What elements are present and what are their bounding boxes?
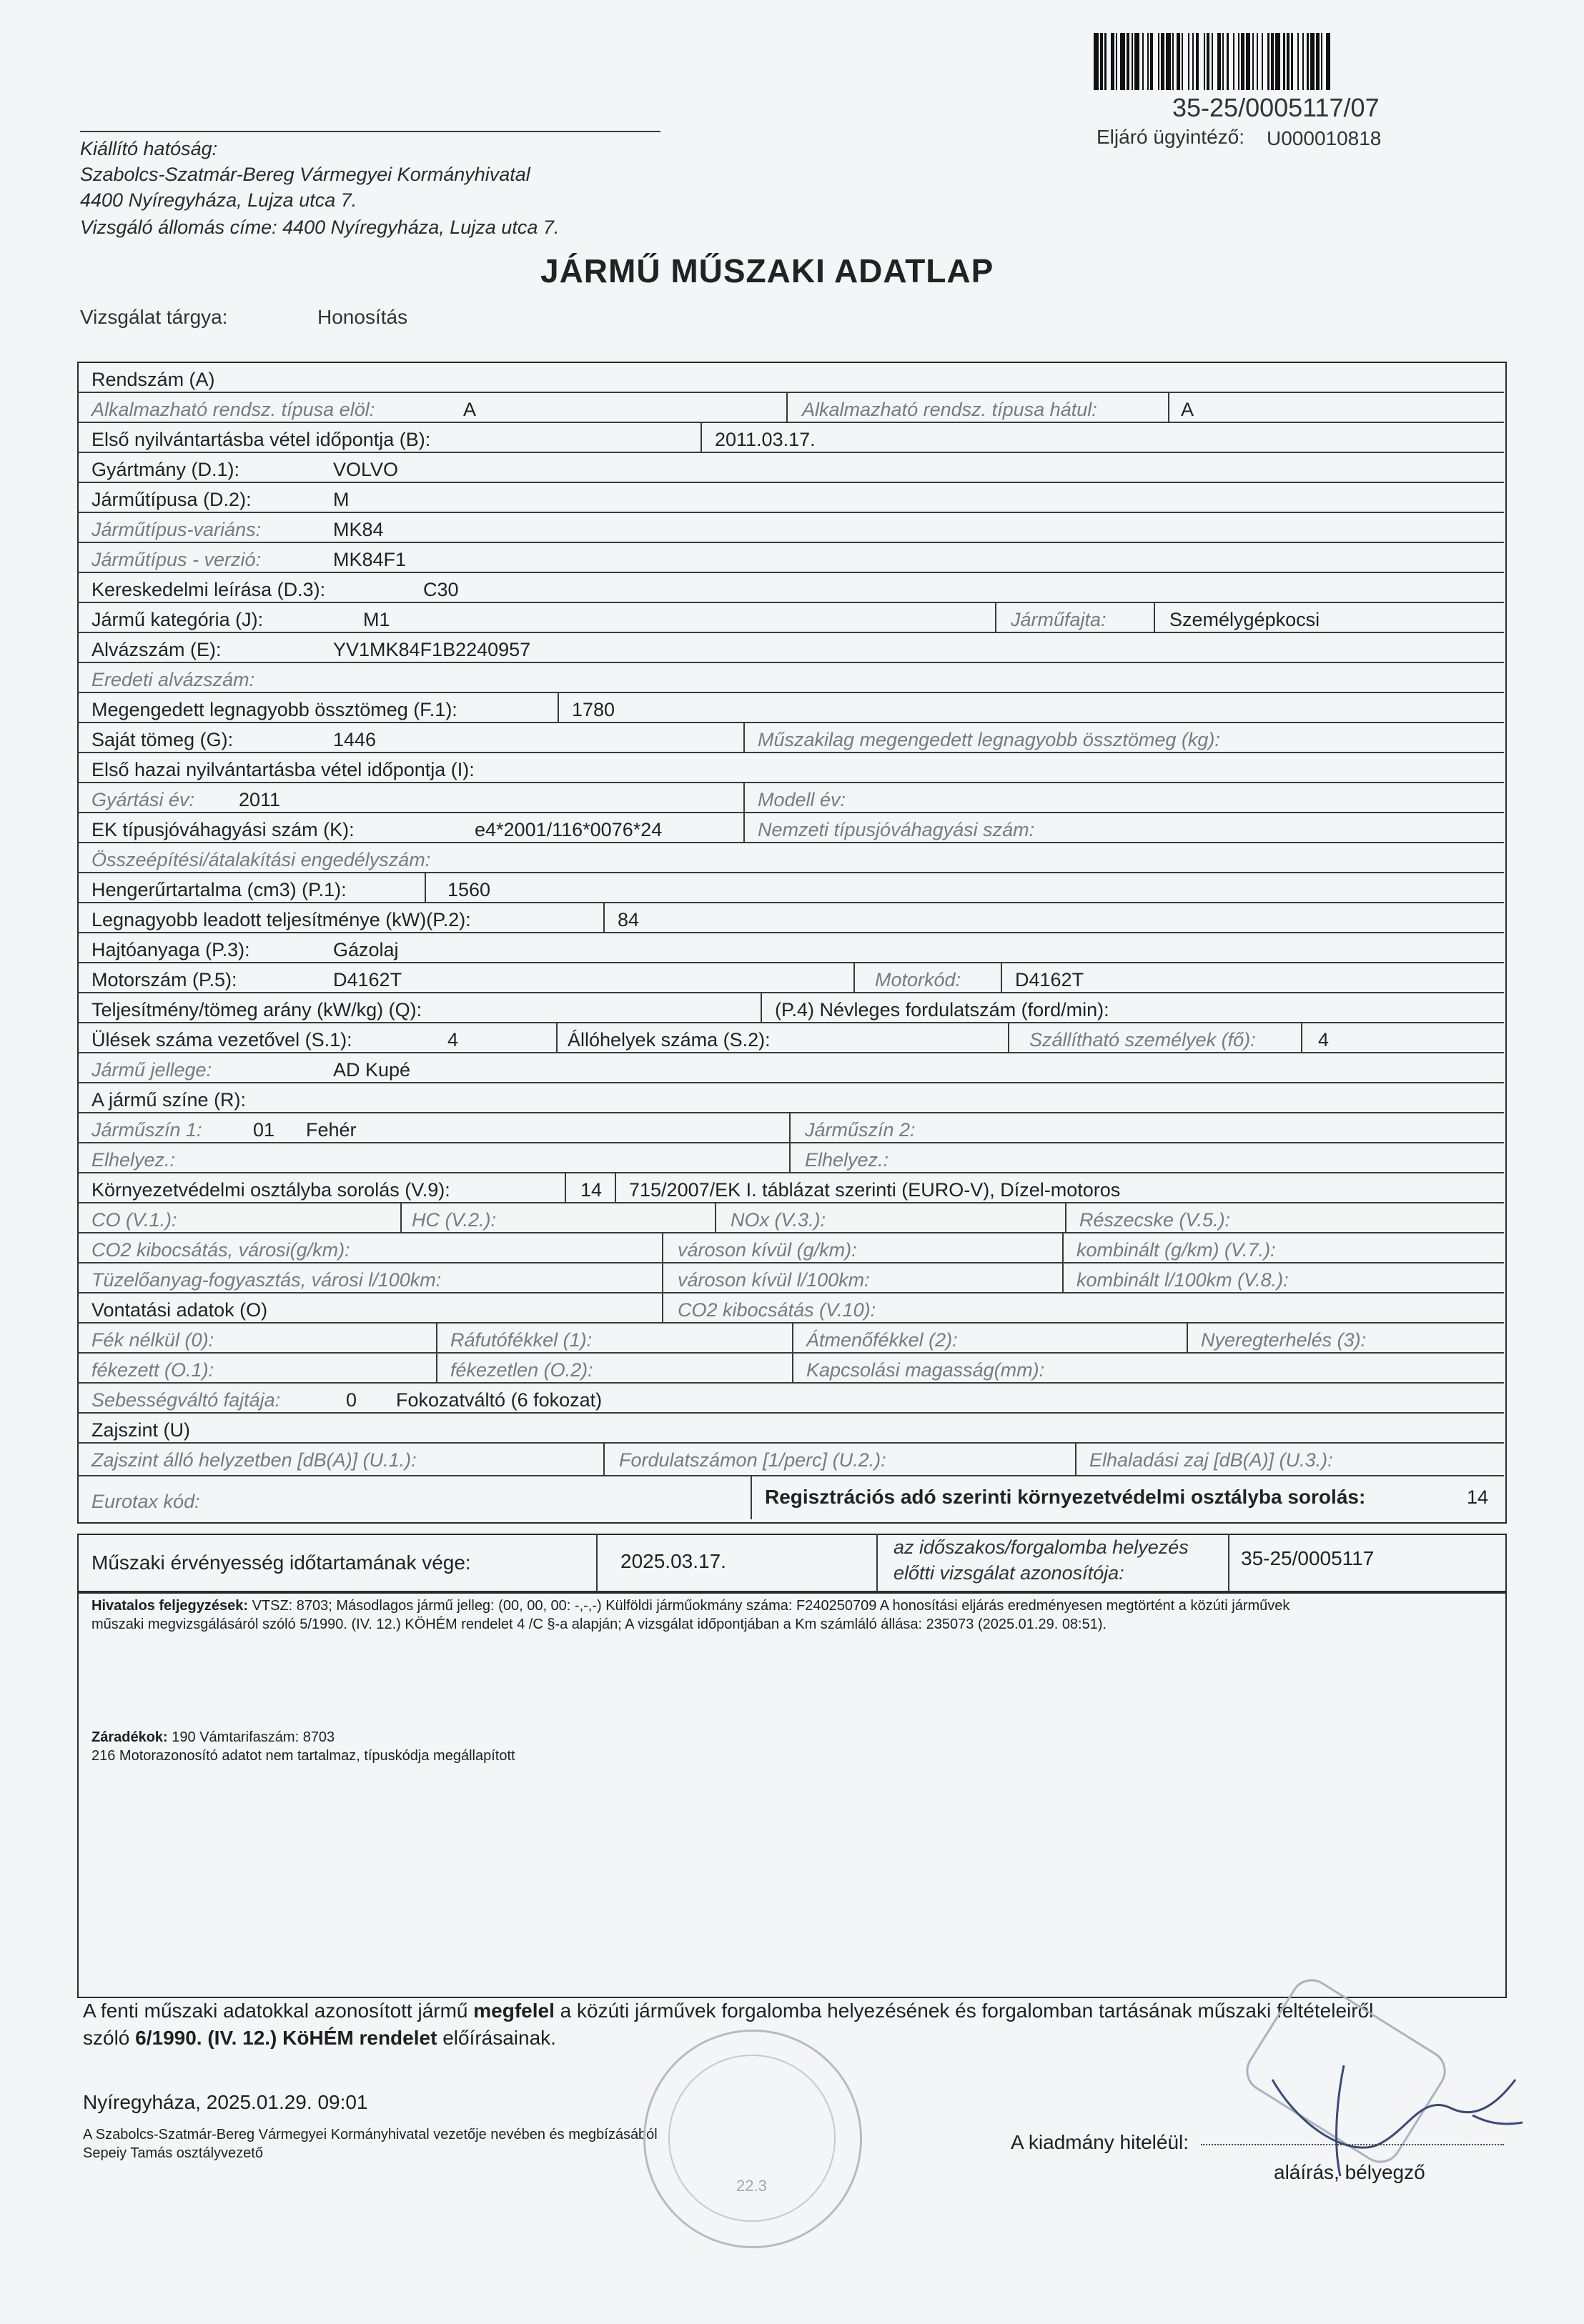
- signature-label: aláírás, bélyegző: [1274, 2161, 1425, 2183]
- statement-2a: szóló: [83, 2027, 130, 2049]
- co2-comb-label: kombinált (g/km) (V.7.):: [1076, 1239, 1276, 1261]
- remarks-label: Hivatalos feljegyzések:: [91, 1598, 248, 1614]
- clauses-text-2: 216 Motorazonosító adatot nem tartalmaz, típuskódja megállapított: [91, 1748, 515, 1764]
- variant-value: MK84: [333, 519, 384, 540]
- make-label: Gyártmány (D.1):: [91, 459, 240, 480]
- transition-label: Átmenőfékkel (2):: [806, 1329, 958, 1351]
- passby-label: Elhaladási zaj [dB(A)] (U.3.):: [1089, 1449, 1333, 1471]
- table-cell-divider: [701, 422, 702, 452]
- table-row-line: [77, 512, 1504, 513]
- color1-code: 01: [253, 1119, 275, 1141]
- first-reg-label: Első nyilvántartásba vétel időpontja (B):: [91, 429, 431, 450]
- table-row-line: [77, 872, 1504, 873]
- table-cell-divider: [558, 692, 559, 722]
- table-row-line: [77, 482, 1504, 483]
- standing-label: Állóhelyek száma (S.2):: [568, 1029, 771, 1051]
- hc-label: HC (V.2.):: [412, 1209, 497, 1231]
- kind-value: Személygépkocsi: [1169, 609, 1320, 630]
- issuer-address: 4400 Nyíregyháza, Lujza utca 7.: [80, 189, 357, 211]
- noise-heading: Zajszint (U): [91, 1419, 191, 1441]
- table-row-line: [77, 422, 1504, 423]
- certified-label: A kiadmány hiteléül:: [1011, 2131, 1189, 2153]
- statement-1b: megfelel: [473, 2000, 555, 2022]
- env-label: Környezetvédelmi osztályba sorolás (V.9):: [91, 1179, 450, 1201]
- rear-plate-type: A: [1181, 399, 1194, 420]
- table-row-line: [77, 752, 1504, 753]
- statement-1c: a közúti járművek forgalomba helyezésének és forgalomban tartásának műszaki feltételeiről: [560, 2000, 1374, 2022]
- env-class: 14: [580, 1179, 603, 1201]
- table-cell-divider: [792, 1322, 793, 1382]
- fuel-city-label: Tüzelőanyag-fogyasztás, városi l/100km:: [91, 1269, 442, 1291]
- engine-no-value: D4162T: [333, 969, 402, 990]
- table-row-line: [77, 542, 1504, 543]
- table-row-line: [77, 1442, 1504, 1444]
- exam-label-2: előtti vizsgálat azonosítója:: [894, 1562, 1124, 1584]
- co2-label: CO2 kibocsátás (V.10):: [678, 1299, 876, 1321]
- table-cell-divider: [751, 1475, 752, 1519]
- engine-code-value: D4162T: [1015, 969, 1084, 990]
- table-cell-divider: [1154, 602, 1155, 632]
- table-row-line: [77, 992, 1504, 993]
- signature: [1258, 2037, 1530, 2180]
- orig-vin-label: Eredeti alvázszám:: [91, 669, 255, 690]
- table-cell-divider: [662, 1292, 663, 1322]
- table-row-line: [77, 1232, 1504, 1233]
- displacement-label: Hengerűrtartalma (cm3) (P.1):: [91, 879, 347, 900]
- barcode-bar: [1310, 33, 1315, 90]
- fuel-label: Hajtóanyaga (P.3):: [91, 939, 250, 960]
- noise-label: Zajszint álló helyzetben [dB(A)] (U.1.):: [91, 1449, 417, 1471]
- clauses-line-1: [91, 1728, 335, 1747]
- table-cell-divider: [1075, 1442, 1076, 1475]
- persons-value: 4: [1318, 1029, 1330, 1051]
- table-row-line: [77, 1412, 1504, 1414]
- displacement-value: 1560: [447, 879, 491, 900]
- character-value: AD Kupé: [333, 1059, 411, 1081]
- model-year-label: Modell év:: [758, 789, 846, 810]
- inspection-station: Vizsgáló állomás címe: 4400 Nyíregyháza, Lujza utca 7.: [80, 217, 560, 238]
- tech-max-mass-label: Műszakilag megengedett legnagyobb össztömeg (kg):: [758, 729, 1220, 750]
- year-value: 2011: [239, 789, 281, 810]
- table-row-line: [77, 1082, 1504, 1083]
- seats-value: 4: [447, 1029, 459, 1051]
- first-reg-value: 2011.03.17.: [715, 429, 816, 450]
- kind-label: Járműfajta:: [1011, 609, 1107, 630]
- table-cell-divider: [603, 1442, 605, 1475]
- table-row-line: [77, 1352, 1504, 1354]
- tax-class-value: 14: [1467, 1486, 1489, 1508]
- barcode-bar: [1134, 33, 1139, 90]
- gear-value: Fokozatváltó (6 fokozat): [396, 1389, 603, 1411]
- table-cell-divider: [715, 1202, 716, 1232]
- table-cell-divider: [786, 392, 788, 422]
- table-cell-divider: [615, 1172, 616, 1202]
- towing-heading: Vontatási adatok (O): [91, 1299, 268, 1321]
- signatory-line-1: A Szabolcs-Szatmár-Bereg Vármegyei Kormányhivatal vezetője nevében és megbízásából: [83, 2127, 658, 2142]
- vin-value: YV1MK84F1B2240957: [333, 639, 531, 660]
- braked-label: fékezett (O.1):: [91, 1359, 214, 1381]
- stamp-number: 22.3: [736, 2177, 767, 2195]
- rpm-noise-label: Fordulatszámon [1/perc] (U.2.):: [619, 1449, 886, 1471]
- barcode-bar: [1326, 33, 1331, 90]
- table-row-line: [77, 662, 1504, 663]
- table-cell-divider: [761, 992, 762, 1022]
- table-row-line: [77, 842, 1504, 843]
- table-cell-divider: [789, 1112, 791, 1172]
- seats-label: Ülések száma vezetővel (S.1):: [91, 1029, 352, 1051]
- barcode-bar: [1229, 33, 1234, 90]
- color1-value: Fehér: [306, 1119, 357, 1141]
- position-label: Elhelyez.:: [91, 1149, 176, 1171]
- type-value: M: [333, 489, 350, 510]
- table-cell-divider: [743, 782, 745, 842]
- barcode-bar: [1275, 33, 1280, 90]
- ek-label: EK típusjóváhagyási szám (K):: [91, 819, 355, 840]
- persons-label: Szállítható személyek (fő):: [1029, 1029, 1256, 1051]
- statement-line-2: [83, 2025, 556, 2051]
- table-row-line: [77, 1322, 1504, 1324]
- front-plate-type: A: [463, 399, 477, 420]
- table-cell-divider: [400, 1202, 402, 1232]
- vin-label: Alvázszám (E):: [91, 639, 222, 660]
- category-value: M1: [363, 609, 390, 630]
- pm-label: Részecske (V.5.):: [1079, 1209, 1231, 1231]
- own-mass-value: 1446: [333, 729, 377, 750]
- table-cell-divider: [436, 1322, 437, 1382]
- overrun-label: Ráfutófékkel (1):: [450, 1329, 593, 1351]
- table-row-line: [77, 1382, 1504, 1384]
- certified-dotted-line: [1201, 2144, 1504, 2145]
- version-label: Járműtípus - verzió:: [91, 549, 262, 570]
- table-row-line: [77, 572, 1504, 573]
- barcode-bar: [1263, 33, 1268, 90]
- table-row-line: [77, 1172, 1504, 1173]
- tax-class-label: Regisztrációs adó szerinti környezetvédelmi osztályba sorolás:: [765, 1486, 1366, 1508]
- barcode: [1094, 33, 1465, 90]
- subject-value: Honosítás: [317, 306, 408, 328]
- case-officer-label: Eljáró ügyintéző:: [1097, 126, 1245, 148]
- fuel-comb-label: kombinált l/100km (V.8.):: [1076, 1269, 1289, 1291]
- validity-value: 2025.03.17.: [620, 1550, 726, 1572]
- gear-code: 0: [346, 1389, 357, 1411]
- table-row-line: [77, 1142, 1504, 1143]
- ek-value: e4*2001/116*0076*24: [475, 819, 663, 840]
- coupling-label: Kapcsolási magasság(mm):: [806, 1359, 1045, 1381]
- table-cell-divider: [743, 722, 745, 752]
- version-value: MK84F1: [333, 549, 407, 570]
- table-row-line: [77, 632, 1504, 633]
- issuer-label: Kiállító hatóság:: [80, 138, 218, 159]
- barcode-bar: [1107, 33, 1112, 90]
- remarks-text-1: VTSZ: 8703; Másodlagos jármű jelleg: (00, 00, 00: -,-,-) Külföldi járműokmány száma: F240250709 A honosítási eljárás eredményesen megtörtént a közúti járművek: [252, 1598, 1290, 1614]
- type-label: Járműtípusa (D.2):: [91, 489, 252, 510]
- table-cell-divider: [1062, 1232, 1064, 1292]
- table-row-line: [77, 1112, 1504, 1113]
- validity-divider-2: [876, 1534, 878, 1592]
- table-cell-divider: [1187, 1322, 1188, 1352]
- table-row-line: [77, 1202, 1504, 1203]
- barcode-bar: [1246, 33, 1251, 90]
- category-label: Jármű kategória (J):: [91, 609, 264, 630]
- co2-city-label: CO2 kibocsátás, városi(g/km):: [91, 1239, 350, 1261]
- table-row-line: [77, 962, 1504, 963]
- table-row-line: [77, 722, 1504, 723]
- env-desc: 715/2007/EK I. táblázat szerinti (EURO-V), Dízel-motoros: [629, 1179, 1121, 1201]
- co2-extra-label: városon kívül (g/km):: [678, 1239, 857, 1261]
- max-mass-label: Megengedett legnagyobb össztömeg (F.1):: [91, 699, 457, 720]
- place-date: Nyíregyháza, 2025.01.29. 09:01: [83, 2091, 368, 2113]
- issuer-name: Szabolcs-Szatmár-Bereg Vármegyei Kormányhivatal: [80, 164, 530, 185]
- engine-code-label: Motorkód:: [875, 969, 961, 990]
- color2-label: Járműszín 2:: [805, 1119, 916, 1141]
- max-mass-value: 1780: [572, 699, 615, 720]
- remarks-box: [77, 1591, 1507, 1998]
- barcode-bar: [1166, 33, 1171, 90]
- remarks-line-1: [91, 1596, 1290, 1615]
- first-domestic-label: Első hazai nyilvántartásba vétel időpontja (I):: [91, 759, 475, 780]
- table-row-line: [77, 692, 1504, 693]
- gear-label: Sebességváltó fajtája:: [91, 1389, 281, 1411]
- fuel-extra-label: városon kívül l/100km:: [678, 1269, 870, 1291]
- table-row-line: [77, 392, 1504, 393]
- statement-2c: előírásainak.: [442, 2027, 556, 2049]
- table-row-line: [77, 1022, 1504, 1023]
- clauses-label: Záradékok:: [91, 1729, 168, 1745]
- remarks-text-2: műszaki megvizsgálásáról szóló 5/1990. (IV. 12.) KÖHÉM rendelet 4 /C §-a alapján; A vizsgálat időpontjában a Km számláló állása: 235073 (2025.01.29. 08:51).: [91, 1617, 1107, 1632]
- page-title: JÁRMŰ MŰSZAKI ADATLAP: [540, 252, 994, 289]
- official-seal-inner: [668, 2055, 836, 2222]
- table-cell-divider: [1001, 962, 1002, 992]
- table-cell-divider: [662, 1232, 663, 1292]
- table-cell-divider: [425, 872, 426, 902]
- table-row-line: [77, 602, 1504, 603]
- statement-2b: 6/1990. (IV. 12.) KöHÉM rendelet: [135, 2027, 437, 2049]
- barcode-bar: [1213, 33, 1218, 90]
- subject-label: Vizsgálat tárgya:: [80, 306, 228, 328]
- clauses-text-1: 190 Vámtarifaszám: 8703: [172, 1729, 335, 1745]
- validity-divider-3: [1228, 1534, 1229, 1592]
- national-label: Nemzeti típusjóváhagyási szám:: [758, 819, 1035, 840]
- front-plate-type-label: Alkalmazható rendsz. típusa elöl:: [91, 399, 375, 420]
- table-row-line: [77, 902, 1504, 903]
- statement-line-1: [83, 1998, 1373, 2024]
- trade-value: C30: [423, 579, 459, 600]
- position2-label: Elhelyez.:: [805, 1149, 889, 1171]
- drawbar-label: Nyeregterhelés (3):: [1201, 1329, 1367, 1351]
- color-heading: A jármű színe (R):: [91, 1089, 247, 1111]
- issuer-divider: [80, 131, 660, 132]
- statement-1a: A fenti műszaki adatokkal azonosított jármű: [83, 2000, 468, 2022]
- case-officer-value: U000010818: [1267, 127, 1382, 149]
- year-label: Gyártási év:: [91, 789, 195, 810]
- barcode-number: 35-25/0005117/07: [1172, 93, 1380, 122]
- table-row-line: [77, 782, 1504, 783]
- barcode-bar: [1153, 33, 1158, 90]
- table-cell-divider: [1008, 1022, 1009, 1052]
- rpm-label: (P.4) Névleges fordulatszám (ford/min):: [775, 999, 1109, 1021]
- validity-divider-1: [596, 1534, 598, 1592]
- nox-label: NOx (V.3.):: [731, 1209, 826, 1231]
- exam-id: 35-25/0005117: [1241, 1547, 1375, 1569]
- fuel-value: Gázolaj: [333, 939, 399, 960]
- assembly-label: Összeépítési/átalakítási engedélyszám:: [91, 849, 431, 870]
- engine-no-label: Motorszám (P.5):: [91, 969, 237, 990]
- color1-label: Járműszín 1:: [91, 1119, 202, 1141]
- table-cell-divider: [1065, 1202, 1066, 1232]
- character-label: Jármű jellege:: [91, 1059, 212, 1081]
- validity-label: Műszaki érvényesség időtartamának vége:: [91, 1551, 471, 1574]
- table-cell-divider: [995, 602, 996, 632]
- trade-label: Kereskedelmi leírása (D.3):: [91, 579, 326, 600]
- table-row-line: [77, 812, 1504, 813]
- make-value: VOLVO: [333, 459, 399, 480]
- table-cell-divider: [603, 902, 605, 932]
- table-row-line: [77, 452, 1504, 453]
- barcode-bar: [1183, 33, 1188, 90]
- table-cell-divider: [556, 1022, 558, 1052]
- variant-label: Járműtípus-variáns:: [91, 519, 262, 540]
- barcode-bar: [1120, 33, 1125, 90]
- unbraked-label: Fék nélkül (0):: [91, 1329, 214, 1351]
- pw-ratio-label: Teljesítmény/tömeg arány (kW/kg) (Q):: [91, 999, 422, 1021]
- unbraked2-label: fékezetlen (O.2):: [450, 1359, 593, 1381]
- table-cell-divider: [1168, 392, 1169, 422]
- barcode-bar: [1199, 33, 1204, 90]
- table-cell-divider: [853, 962, 855, 992]
- co-label: CO (V.1.):: [91, 1209, 177, 1231]
- eurotax-label: Eurotax kód:: [91, 1491, 200, 1512]
- table-row-line: [77, 932, 1504, 933]
- barcode-bar: [1094, 33, 1099, 90]
- power-label: Legnagyobb leadott teljesítménye (kW)(P.2):: [91, 909, 471, 930]
- power-value: 84: [618, 909, 640, 930]
- table-row-line: [77, 1292, 1504, 1293]
- table-cell-divider: [565, 1172, 566, 1202]
- plate-heading: Rendszám (A): [91, 369, 215, 390]
- rear-plate-type-label: Alkalmazható rendsz. típusa hátul:: [802, 399, 1097, 420]
- barcode-bar: [1293, 33, 1298, 90]
- table-row-line: [77, 1262, 1504, 1263]
- table-row-line: [77, 1052, 1504, 1053]
- table-cell-divider: [1301, 1022, 1302, 1052]
- own-mass-label: Saját tömeg (G):: [91, 729, 234, 750]
- table-row-line: [77, 1475, 1504, 1476]
- exam-label-1: az időszakos/forgalomba helyezés: [894, 1536, 1189, 1558]
- signatory-line-2: Sepeiy Tamás osztályvezető: [83, 2145, 263, 2161]
